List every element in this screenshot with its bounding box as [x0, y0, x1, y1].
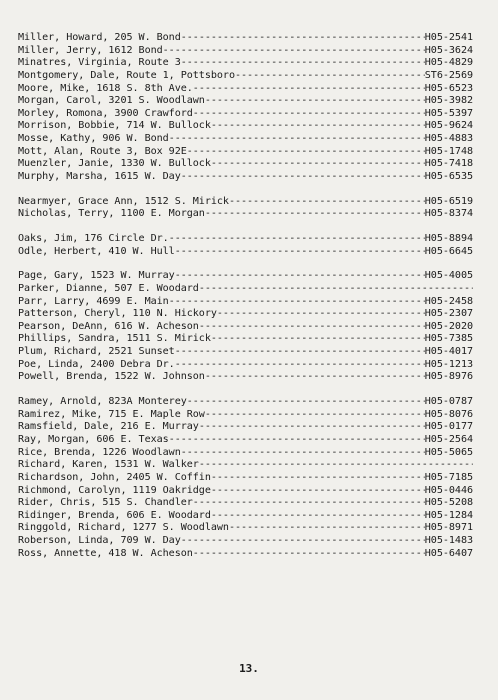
- directory-entry: [18, 32, 473, 45]
- directory-entry: [18, 246, 473, 259]
- entry-phone: H05-5397: [424, 107, 473, 119]
- entry-name-address: Nicholas, Terry, 1100 E. Morgan: [18, 208, 205, 220]
- entry-phone: H05-8076: [424, 408, 473, 420]
- directory-entry: [18, 196, 473, 209]
- entry-phone: H05-8894: [424, 232, 473, 244]
- directory-entry: [18, 333, 473, 346]
- entry-name-address: Ringgold, Richard, 1277 S. Woodlawn: [18, 522, 229, 534]
- dash-leader: [175, 246, 425, 259]
- directory-entry: [18, 171, 473, 184]
- directory-entry: [18, 447, 473, 460]
- entry-phone: H05-3982: [424, 95, 473, 107]
- dash-leader: [193, 108, 425, 121]
- directory-entry: [18, 296, 473, 309]
- dash-leader: [229, 196, 425, 209]
- entry-phone: H05-3624: [424, 44, 473, 56]
- dash-leader: [235, 70, 425, 83]
- directory-entry: [18, 472, 473, 485]
- directory-entry: [18, 409, 473, 422]
- directory-entry: [18, 421, 473, 434]
- dash-leader: [199, 421, 425, 434]
- dash-leader: [169, 133, 425, 146]
- entry-name-address: Powell, Brenda, 1522 W. Johnson: [18, 371, 205, 383]
- entry-name-address: Ramsfield, Dale, 216 E. Murray: [18, 421, 199, 433]
- entry-name-address: Plum, Richard, 2521 Sunset: [18, 346, 175, 358]
- dash-leader: [211, 510, 425, 523]
- entry-phone: H05-6523: [424, 82, 473, 94]
- entry-phone: H05-5208: [424, 497, 473, 509]
- dash-leader: [205, 208, 425, 221]
- entry-name-address: Ridinger, Brenda, 606 E. Woodard: [18, 509, 211, 521]
- entry-name-address: Minatres, Virginia, Route 3: [18, 57, 181, 69]
- dash-leader: [169, 233, 425, 246]
- entry-phone: H05-6535: [424, 171, 473, 183]
- entry-name-address: Ross, Annette, 418 W. Acheson: [18, 547, 193, 559]
- dash-leader: [199, 459, 473, 472]
- directory-entry: [18, 146, 473, 159]
- entry-name-address: Patterson, Cheryl, 110 N. Hickory: [18, 308, 217, 320]
- entry-name-address: Mott, Alan, Route 3, Box 92E: [18, 145, 187, 157]
- directory-entry: [18, 70, 473, 83]
- dash-leader: [193, 548, 425, 561]
- entry-name-address: Morrison, Bobbie, 714 W. Bullock: [18, 120, 211, 132]
- dash-leader: [205, 371, 425, 384]
- directory-entry: [18, 497, 473, 510]
- entry-name-address: Roberson, Linda, 709 W. Day: [18, 535, 181, 547]
- directory-entry: [18, 57, 473, 70]
- directory-entry: [18, 434, 473, 447]
- dash-leader: [175, 359, 425, 372]
- directory-entry: [18, 95, 473, 108]
- directory-entry: [18, 308, 473, 321]
- dash-leader: [211, 158, 425, 171]
- dash-leader: [187, 396, 425, 409]
- directory-entry: [18, 83, 473, 96]
- entry-phone: H05-2541: [424, 32, 473, 43]
- directory-group-m: [18, 32, 473, 184]
- directory-entry: [18, 535, 473, 548]
- entry-phone: H05-4005: [424, 270, 473, 282]
- page-number: 13.: [239, 662, 259, 675]
- entry-name-address: Richardson, John, 2405 W. Coffin: [18, 471, 211, 483]
- dash-leader: [181, 32, 425, 45]
- entry-phone: H05-1213: [424, 358, 473, 370]
- entry-phone: H05-5065: [424, 446, 473, 458]
- directory-entry: [18, 133, 473, 146]
- entry-phone: H05-0446: [424, 484, 473, 496]
- directory-entry: [18, 396, 473, 409]
- entry-name-address: Richmond, Carolyn, 1119 Oakridge: [18, 484, 211, 496]
- dash-leader: [193, 83, 425, 96]
- entry-phone: H05-1284: [424, 509, 473, 521]
- dash-leader: [169, 296, 425, 309]
- entry-name-address: Miller, Howard, 205 W. Bond: [18, 32, 181, 43]
- entry-name-address: Parr, Larry, 4699 E. Main: [18, 295, 169, 307]
- entry-name-address: Richard, Karen, 1531 W. Walker: [18, 459, 199, 471]
- entry-name-address: Morgan, Carol, 3201 S. Woodlawn: [18, 95, 205, 107]
- entry-phone: H05-7185: [424, 471, 473, 483]
- dash-leader: [199, 283, 473, 296]
- dash-leader: [169, 434, 425, 447]
- entry-name-address: Odle, Herbert, 410 W. Hull: [18, 245, 175, 257]
- entry-name-address: Montgomery, Dale, Route 1, Pottsboro: [18, 69, 235, 81]
- entry-phone: H05-1483: [424, 535, 473, 547]
- entry-name-address: Page, Gary, 1523 W. Murray: [18, 270, 175, 282]
- directory-group-o: [18, 233, 473, 258]
- dash-leader: [181, 171, 425, 184]
- directory-entry: [18, 120, 473, 133]
- entry-name-address: Ray, Morgan, 606 E. Texas: [18, 433, 169, 445]
- dash-leader: [205, 95, 425, 108]
- entry-name-address: Muenzler, Janie, 1330 W. Bullock: [18, 158, 211, 170]
- directory-entry: [18, 321, 473, 334]
- entry-phone: H05-2564: [424, 433, 473, 445]
- entry-phone: H05-4017: [424, 346, 473, 358]
- directory-entry: [18, 233, 473, 246]
- directory-entry: [18, 371, 473, 384]
- directory-entry: [18, 510, 473, 523]
- directory-entry: [18, 108, 473, 121]
- directory-entry: [18, 359, 473, 372]
- entry-name-address: Poe, Linda, 2400 Debra Dr.: [18, 358, 175, 370]
- dash-leader: [199, 321, 425, 334]
- entry-phone: H05-6519: [424, 195, 473, 207]
- directory-entry: [18, 208, 473, 221]
- entry-name-address: Murphy, Marsha, 1615 W. Day: [18, 171, 181, 183]
- entry-phone: H05-4829: [424, 57, 473, 69]
- dash-leader: [175, 346, 425, 359]
- entry-name-address: Moore, Mike, 1618 S. 8th Ave.: [18, 82, 193, 94]
- directory-group-r: [18, 396, 473, 560]
- entry-name-address: Pearson, DeAnn, 616 W. Acheson: [18, 320, 199, 332]
- entry-name-address: Ramirez, Mike, 715 E. Maple Row: [18, 408, 205, 420]
- entry-phone: H05-4883: [424, 133, 473, 145]
- directory-entry: [18, 45, 473, 58]
- entry-name-address: Nearmyer, Grace Ann, 1512 S. Mirick: [18, 195, 229, 207]
- dash-leader: [181, 535, 425, 548]
- dash-leader: [211, 472, 425, 485]
- dash-leader: [181, 447, 425, 460]
- entry-phone: H05-6407: [424, 547, 473, 559]
- directory-entry: [18, 283, 473, 296]
- entry-name-address: Oaks, Jim, 176 Circle Dr.: [18, 232, 169, 244]
- directory-entry: [18, 522, 473, 535]
- entry-phone: H05-8976: [424, 371, 473, 383]
- entry-name-address: Phillips, Sandra, 1511 S. Mirick: [18, 333, 211, 345]
- directory-entry: [18, 485, 473, 498]
- directory-entry: [18, 346, 473, 359]
- directory-entry: [18, 270, 473, 283]
- entry-phone: H05-8374: [424, 208, 473, 220]
- entry-phone: H05-0177: [424, 421, 473, 433]
- dash-leader: [217, 308, 425, 321]
- dash-leader: [193, 497, 425, 510]
- entry-phone: H05-7418: [424, 158, 473, 170]
- directory-group-n: [18, 196, 473, 221]
- directory-group-p: [18, 270, 473, 384]
- directory-entry: [18, 548, 473, 561]
- entry-phone: H05-1748: [424, 145, 473, 157]
- entry-phone: H05-2458: [424, 295, 473, 307]
- entry-name-address: Rider, Chris, 515 S. Chandler: [18, 497, 193, 509]
- entry-phone: H05-0787: [424, 396, 473, 408]
- entry-name-address: Rice, Brenda, 1226 Woodlawn: [18, 446, 181, 458]
- entry-phone: H05-2307: [424, 308, 473, 320]
- dash-leader: [205, 409, 425, 422]
- entry-name-address: Parker, Dianne, 507 E. Woodard: [18, 282, 199, 294]
- dash-leader: [211, 485, 425, 498]
- dash-leader: [187, 146, 425, 159]
- entry-phone: H05-7385: [424, 333, 473, 345]
- entry-name-address: Mosse, Kathy, 906 W. Bond: [18, 133, 169, 145]
- dash-leader: [211, 120, 425, 133]
- entry-phone: H05-9624: [424, 120, 473, 132]
- dash-leader: [175, 270, 425, 283]
- entry-phone: H05-6645: [424, 245, 473, 257]
- directory-entry: [18, 459, 473, 472]
- directory-listing: [18, 32, 473, 572]
- dash-leader: [181, 57, 425, 70]
- entry-phone: H05-2020: [424, 320, 473, 332]
- entry-name-address: Ramey, Arnold, 823A Monterey: [18, 396, 187, 408]
- dash-leader: [211, 333, 425, 346]
- entry-name-address: Miller, Jerry, 1612 Bond: [18, 44, 163, 56]
- entry-phone: ST6-2569: [424, 69, 473, 81]
- entry-name-address: Morley, Romona, 3900 Crawford: [18, 107, 193, 119]
- dash-leader: [163, 45, 425, 58]
- dash-leader: [229, 522, 425, 535]
- entry-phone: H05-8971: [424, 522, 473, 534]
- directory-entry: [18, 158, 473, 171]
